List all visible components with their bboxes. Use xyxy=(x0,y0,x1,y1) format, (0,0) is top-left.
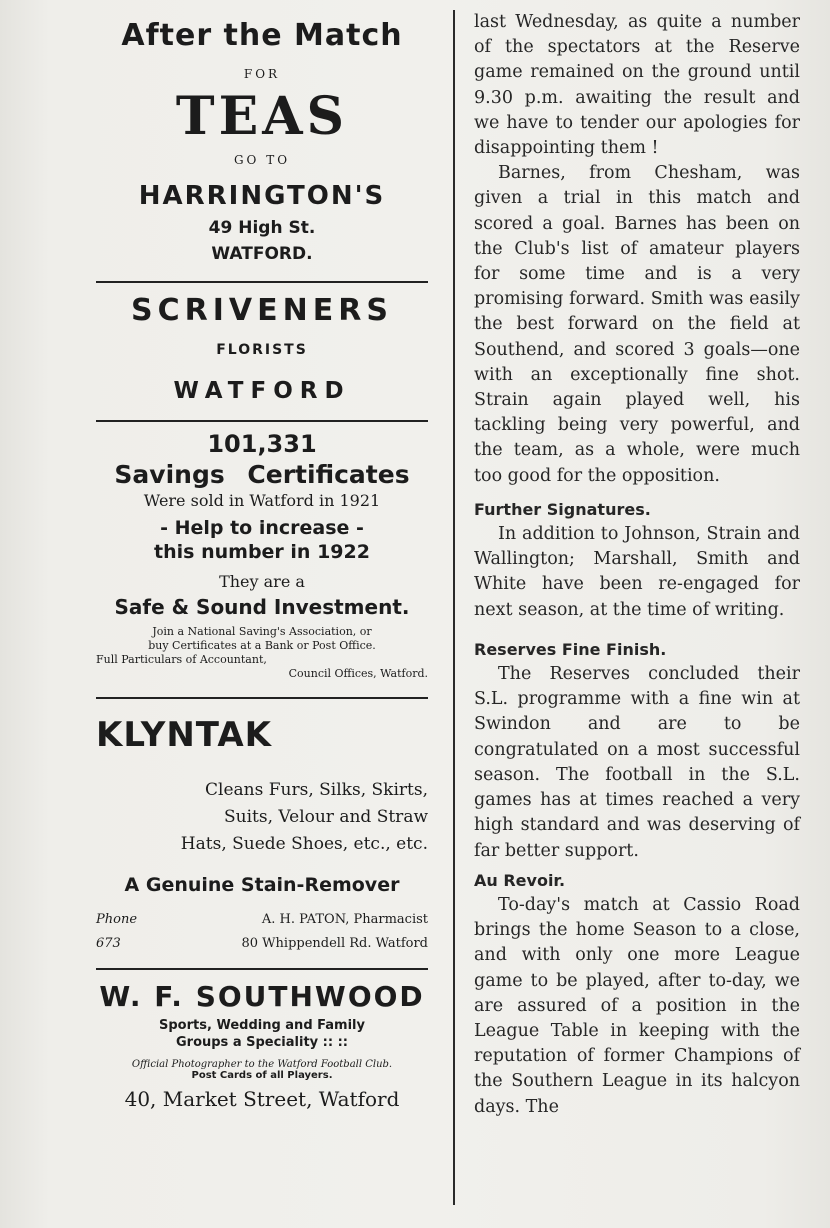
southwood-name: W. F. SOUTHWOOD xyxy=(99,980,425,1013)
ad-address-town: WATFORD. xyxy=(211,244,313,264)
ad-southwood xyxy=(96,980,428,1111)
savings-fine-print-2: buy Certificates at a Bank or Post Office. xyxy=(148,639,376,652)
section-heading-au-revoir: Au Revoir. xyxy=(474,870,566,890)
ad-divider xyxy=(96,420,428,422)
ad-address-street: 49 High St. xyxy=(208,218,316,238)
savings-help-line2: this number in 1922 xyxy=(154,541,370,563)
ad-florists-text: FLORISTS xyxy=(216,342,308,358)
savings-they-are: They are a xyxy=(219,572,305,591)
article-paragraph: To-day's match at Cassio Road brings the home Season to a close, and with only one more League game to be played, after to-day, we are assured of a position in the League Table in keeping with the reputation of former Champions of the Southern League in its halcyon days. The xyxy=(474,894,800,1117)
column-divider xyxy=(453,10,455,1205)
ad-teas-title: TEAS xyxy=(175,86,349,147)
klyntak-phone-row xyxy=(96,908,428,932)
klyntak-name: KLYNTAK xyxy=(96,715,273,755)
savings-safe-investment: Safe & Sound Investment. xyxy=(114,595,410,619)
pharmacist-address: 80 Whippendell Rd. Watford xyxy=(241,936,428,951)
article-paragraph: last Wednesday, as quite a number of the spectators at the Reserve game remained on the ground until 9.30 p.m. awaiting the result and we have to tender our apologies for disappointing them ! xyxy=(474,12,800,159)
klyntak-address-row xyxy=(96,932,428,956)
ad-savings-certificates xyxy=(96,430,428,681)
ad-harringtons-name: HARRINGTON'S xyxy=(138,181,386,211)
article-column xyxy=(474,10,800,1120)
advertisements-column xyxy=(96,10,428,1111)
klyntak-line2: Suits, Velour and Straw xyxy=(224,807,428,827)
savings-sold-text: Were sold in Watford in 1921 xyxy=(143,491,381,510)
southwood-address: 40, Market Street, Watford xyxy=(124,1087,400,1111)
ad-harringtons xyxy=(96,18,428,267)
ad-watford-text: WATFORD xyxy=(173,378,351,404)
klyntak-line3: Hats, Suede Shoes, etc., etc. xyxy=(180,834,428,854)
southwood-post-cards: Post Cards of all Players. xyxy=(191,1070,333,1081)
savings-help-line1: - Help to increase - xyxy=(160,517,364,539)
savings-fine-print-4: Council Offices, Watford. xyxy=(288,667,428,680)
savings-fine-print-1: Join a National Saving's Association, or xyxy=(152,625,372,638)
phone-label: Phone xyxy=(96,912,138,927)
southwood-official: Official Photographer to the Watford Football Club. xyxy=(131,1059,393,1070)
ad-for-text: FOR xyxy=(243,67,281,81)
ad-divider xyxy=(96,968,428,970)
ad-divider xyxy=(96,697,428,699)
klyntak-slogan: A Genuine Stain-Remover xyxy=(124,874,400,896)
savings-title: Savings Certificates xyxy=(114,460,410,489)
ad-scriveners xyxy=(96,293,428,404)
article-paragraph: Barnes, from Chesham, was given a trial in this match and scored a goal. Barnes has been on the Club's list of amateur players for some time and is a very promising forward. Smith was easily the best forward on the field at Southend, and scored 3 goals—one with an exceptionally fine shot. Strain again played well, his tackling being very powerful, and the team, as a whole, were much too good for the opposition. xyxy=(474,163,800,486)
ad-headline: After the Match xyxy=(121,18,403,53)
savings-fine-print-3: Full Particulars of Accountant, xyxy=(96,653,267,666)
section-heading-reserves: Reserves Fine Finish. xyxy=(474,639,667,659)
section-heading-further-signatures: Further Signatures. xyxy=(474,499,651,519)
phone-number: 673 xyxy=(96,936,121,951)
savings-number: 101,331 xyxy=(207,430,317,458)
ad-scriveners-name: SCRIVENERS xyxy=(131,293,393,328)
pharmacist-name: A. H. PATON, Pharmacist xyxy=(261,912,428,927)
article-paragraph: In addition to Johnson, Strain and Wallington; Marshall, Smith and White have been re-engaged for next season, at the time of writing. xyxy=(474,524,800,620)
klyntak-line1: Cleans Furs, Silks, Skirts, xyxy=(205,780,428,800)
article-paragraph: The Reserves concluded their S.L. programme with a fine win at Swindon and are to be congratulated on a most successful season. The football in the S.L. games has at times reached a very high standard and was deserving of far better support. xyxy=(474,664,800,861)
ad-divider xyxy=(96,281,428,283)
southwood-line2: Groups a Speciality :: :: xyxy=(175,1035,348,1050)
southwood-line1: Sports, Wedding and Family xyxy=(159,1018,365,1033)
ad-go-to-text: GO TO xyxy=(233,153,291,167)
ad-klyntak xyxy=(96,715,428,956)
